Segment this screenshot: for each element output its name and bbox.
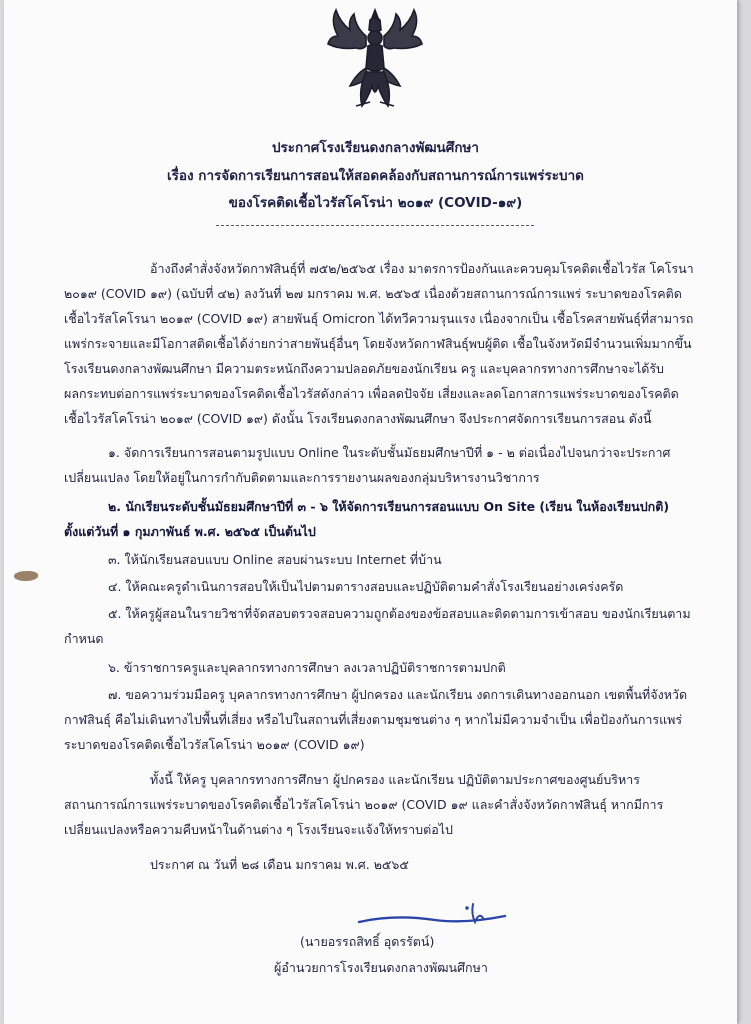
item-6: ๖. ข้าราชการครูและบุคลากรทางการศึกษา ลงเวลาปฏิบัติราชการตามปกติ: [108, 660, 506, 675]
intro-line: แพร่กระจายและมีโอกาสติดเชื้อได้ง่ายกว่าสายพันธุ์อื่นๆ โดยจังหวัดกาฬสินธุ์พบผู้ติด เชื้อในจังหวัดมีจำนวนเพิ่มมากขึ้น: [64, 336, 692, 351]
announcement-title: ประกาศโรงเรียนดงกลางพัฒนศึกษา: [271, 140, 479, 156]
item-2-cont: ตั้งแต่วันที่ ๑ กุมภาพันธ์ พ.ศ. ๒๕๖๕ เป็นต้นไป: [64, 524, 316, 539]
intro-line: เชื้อไวรัสโคโรนา ๒๐๑๙ (COVID ๑๙) สายพันธุ์ Omicron ได้ทวีความรุนแรง เนื่องจากเป็น เชื้อโรคสายพันธุ์ที่สามารถ: [64, 311, 694, 326]
closing-line: เปลี่ยนแปลงหรือความคืบหน้าในด้านต่าง ๆ โรงเรียนจะแจ้งให้ทราบต่อไป: [64, 822, 453, 837]
item-5-cont: กำหนด: [64, 631, 104, 646]
garuda-emblem-icon: [326, 6, 424, 112]
item-5: ๕. ให้ครูผู้สอนในรายวิชาที่จัดสอบตรวจสอบความถูกต้องของข้อสอบและติดตามการเข้าสอบ ของนักเรียนตาม: [108, 606, 691, 621]
closing-line: ทั้งนี้ ให้ครู บุคลากรทางการศึกษา ผู้ปกครอง และนักเรียน ปฏิบัติตามประกาศของศูนย์บริหาร: [150, 772, 640, 787]
stain-mark: [14, 571, 38, 581]
item-2: ๒. นักเรียนระดับชั้นมัธยมศึกษาปีที่ ๓ - ๖ ให้จัดการเรียนการสอนแบบ On Site (เรียน ในห้องเรียนปกติ): [108, 499, 670, 514]
intro-line: เชื้อไวรัสโคโรน่า ๒๐๑๙ (COVID ๑๙) ดังนั้น โรงเรียนดงกลางพัฒนศึกษา จึงประกาศจัดการเรียนการสอน ดังนี้: [64, 411, 652, 426]
item-7-cont: กาฬสินธุ์ คือไม่เดินทางไปพื้นที่เสี่ยง หรือไปในสถานที่เสี่ยงตามชุมชนต่าง ๆ หากไม่มีความจำเป็น เพื่อป้องกันการแพร่: [64, 712, 683, 727]
intro-line: ๒๐๑๙ (COVID ๑๙) (ฉบับที่ ๔๒) ลงวันที่ ๒๗ มกราคม พ.ศ. ๒๕๖๕ เนื่องด้วยสถานการณ์การแพร่ ระบาดของโรคติด: [64, 286, 682, 301]
item-7-cont: ระบาดของโรคติดเชื้อไวรัสโคโรน่า ๒๐๑๙ (COVID ๑๙): [64, 737, 365, 752]
item-3: ๓. ให้นักเรียนสอบแบบ Online สอบผ่านระบบ Internet ที่บ้าน: [108, 552, 442, 567]
subject-line: เรื่อง การจัดการเรียนการสอนให้สอดคล้องกับสถานการณ์การแพร่ระบาด: [167, 168, 584, 184]
signature-icon: [355, 900, 515, 932]
announcement-date: ประกาศ ณ วันที่ ๒๘ เดือน มกราคม พ.ศ. ๒๕๖๕: [150, 857, 409, 872]
subject-line-cont: ของโรคติดเชื้อไวรัสโคโรน่า ๒๐๑๙ (COVID-๑๙): [228, 195, 523, 211]
signer-name: (นายอรรถสิทธิ์ อุดรรัตน์): [300, 934, 435, 949]
signer-position: ผู้อำนวยการโรงเรียนดงกลางพัฒนศึกษา: [274, 960, 488, 975]
intro-line: โรงเรียนดงกลางพัฒนศึกษา มีความตระหนักถึงความปลอดภัยของนักเรียน ครู และบุคลากรทางการศึกษาจะได้รับ: [64, 361, 664, 376]
closing-line: สถานการณ์การแพร่ระบาดของโรคติดเชื้อไวรัสโคโรน่า ๒๐๑๙ (COVID ๑๙ และคำสั่งจังหวัดกาฬสินธุ์ หากมีการ: [64, 797, 664, 812]
item-1-cont: เปลี่ยนแปลง โดยให้อยู่ในการกำกับติดตามและการรายงานผลของกลุ่มบริหารงานวิชาการ: [64, 470, 540, 485]
divider: [216, 225, 534, 226]
item-7: ๗. ขอความร่วมมือครู บุคลากรทางการศึกษา ผู้ปกครอง และนักเรียน งดการเดินทางออกนอก เขตพื้นที่จังหวัด: [108, 687, 688, 702]
intro-line: ผลกระทบต่อการแพร่ระบาดของโรคติดเชื้อไวรัสดังกล่าว เพื่อลดปัจจัย เสี่ยงและลดโอกาสการแพร่ระบาดของโรคติด: [64, 386, 679, 401]
item-1: ๑. จัดการเรียนการสอนตามรูปแบบ Online ในระดับชั้นมัธยมศึกษาปีที่ ๑ - ๒ ต่อเนื่องไปจนกว่าจะประกาศ: [108, 445, 671, 460]
item-4: ๔. ให้คณะครูดำเนินการสอบให้เป็นไปตามตารางสอบและปฏิบัติตามคำสั่งโรงเรียนอย่างเคร่งครัด: [108, 579, 624, 594]
intro-line: อ้างถึงคำสั่งจังหวัดกาฬสินธุ์ที่ ๗๕๒/๒๕๖๕ เรื่อง มาตรการป้องกันและควบคุมโรคติดเชื้อไวรัส โคโรนา: [150, 261, 694, 276]
